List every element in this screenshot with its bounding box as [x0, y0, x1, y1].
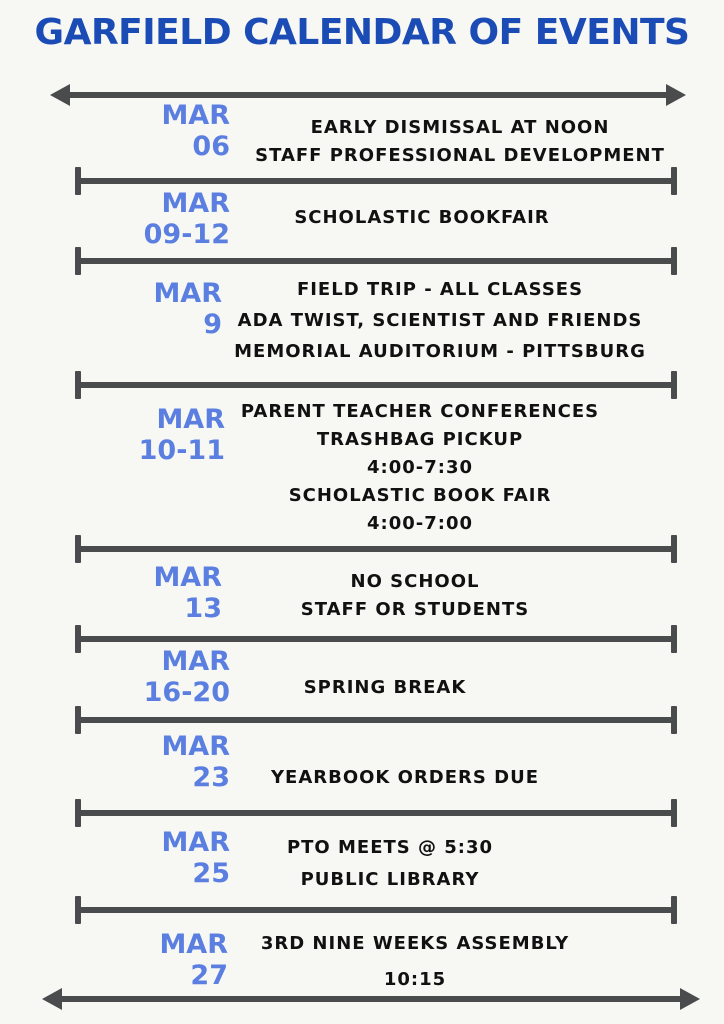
- event-line: ADA TWIST, SCIENTIST AND FRIENDS: [237, 310, 643, 331]
- event-month: MAR: [161, 731, 230, 762]
- event-day: 27: [190, 960, 228, 991]
- event-line: MEMORIAL AUDITORIUM - PITTSBURG: [234, 341, 646, 362]
- event-date: [120, 188, 230, 250]
- event-month: MAR: [159, 929, 228, 960]
- event-description: [270, 832, 510, 896]
- event-description: [220, 398, 620, 538]
- event-line: 10:15: [383, 969, 447, 990]
- event-line: EARLY DISMISSAL AT NOON: [310, 117, 610, 138]
- event-date: [112, 278, 222, 340]
- event-line: STAFF PROFESSIONAL DEVELOPMENT: [255, 145, 665, 166]
- event-date: [118, 929, 228, 991]
- event-description: [240, 568, 590, 624]
- event-date: [115, 404, 225, 466]
- event-description: [230, 114, 690, 170]
- event-month: MAR: [153, 278, 222, 309]
- event-month: MAR: [161, 646, 230, 677]
- event-day: 23: [192, 762, 230, 793]
- event-date: [120, 731, 230, 793]
- event-date: [120, 646, 230, 708]
- event-date: [120, 827, 230, 889]
- event-line: STAFF OR STUDENTS: [300, 599, 530, 620]
- event-line: PTO MEETS @ 5:30: [286, 837, 494, 858]
- page-title: GARFIELD CALENDAR OF EVENTS: [34, 12, 690, 53]
- event-line: PARENT TEACHER CONFERENCES: [240, 401, 600, 422]
- event-date: [112, 562, 222, 624]
- event-line: 4:00-7:00: [366, 513, 473, 534]
- event-line: 3RD NINE WEEKS ASSEMBLY: [260, 933, 570, 954]
- event-month: MAR: [161, 827, 230, 858]
- event-description: [250, 926, 580, 998]
- event-line: FIELD TRIP - ALL CLASSES: [296, 279, 584, 300]
- event-line: PUBLIC LIBRARY: [300, 869, 480, 890]
- event-description: [240, 674, 530, 702]
- event-day: 09-12: [143, 219, 230, 250]
- event-day: 13: [184, 593, 222, 624]
- event-line: NO SCHOOL: [350, 571, 480, 592]
- event-line: SCHOLASTIC BOOKFAIR: [294, 207, 550, 228]
- event-line: 4:00-7:30: [366, 457, 473, 478]
- event-line: YEARBOOK ORDERS DUE: [270, 767, 539, 788]
- event-description: [250, 764, 560, 792]
- event-date: [120, 100, 230, 162]
- event-line: TRASHBAG PICKUP: [316, 429, 524, 450]
- event-month: MAR: [161, 100, 230, 131]
- event-line: SPRING BREAK: [303, 677, 467, 698]
- event-month: MAR: [153, 562, 222, 593]
- event-month: MAR: [156, 404, 225, 435]
- event-description: [230, 204, 614, 232]
- event-day: 10-11: [138, 435, 225, 466]
- event-day: 9: [203, 309, 222, 340]
- event-description: [220, 274, 660, 367]
- event-line: SCHOLASTIC BOOK FAIR: [288, 485, 552, 506]
- event-month: MAR: [161, 188, 230, 219]
- event-day: 06: [192, 131, 230, 162]
- event-day: 16-20: [143, 677, 230, 708]
- event-day: 25: [192, 858, 230, 889]
